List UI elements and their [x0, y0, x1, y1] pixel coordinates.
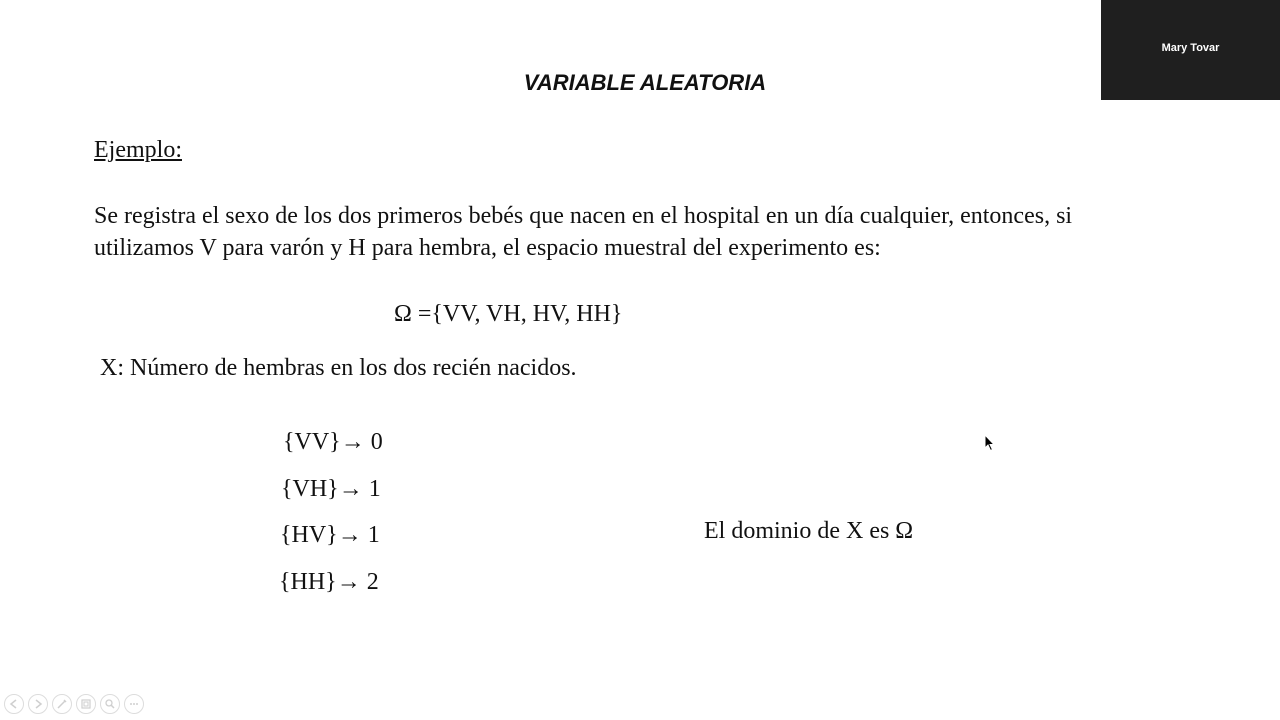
variable-definition: X: Número de hembras en los dos recién nacidos.: [100, 355, 577, 381]
mapping-outcome: {HH}: [279, 569, 337, 595]
mapping-value: 1: [368, 476, 381, 502]
participant-video-tile[interactable]: [1101, 0, 1280, 100]
see-all-slides-button[interactable]: [76, 694, 96, 714]
mapping-outcome: {VH}: [281, 476, 339, 502]
arrow-icon: →: [338, 476, 363, 502]
arrow-icon: →: [340, 429, 365, 455]
participant-name: Mary Tovar: [1161, 42, 1220, 54]
mapping-row: [283, 429, 383, 456]
mapping-value: 1: [367, 522, 380, 548]
zoom-icon: [104, 698, 116, 710]
arrow-icon: →: [336, 569, 361, 595]
mapping-outcome: {HV}: [280, 522, 338, 548]
more-options-button[interactable]: [124, 694, 144, 714]
slide-title: VARIABLE ALEATORIA: [523, 70, 767, 95]
arrow-icon: →: [337, 522, 362, 548]
next-slide-button[interactable]: [28, 694, 48, 714]
mapping-row: [280, 522, 380, 549]
example-label: Ejemplo:: [94, 137, 182, 163]
paragraph-line-1: Se registra el sexo de los dos primeros bebés que nacen en el hospital en un día cualquier, entonces, si: [94, 203, 1073, 229]
next-icon: [32, 698, 44, 710]
mapping-row: [279, 569, 379, 596]
mapping-value: 2: [366, 569, 379, 595]
zoom-button[interactable]: [100, 694, 120, 714]
slideshow-toolbar: [4, 694, 144, 714]
slides-icon: [80, 698, 92, 710]
mouse-cursor-icon: [984, 434, 996, 452]
paragraph-line-2: utilizamos V para varón y H para hembra, el espacio muestral del experimento es:: [94, 235, 881, 261]
example-paragraph: [94, 200, 1204, 264]
previous-slide-button[interactable]: [4, 694, 24, 714]
previous-icon: [8, 698, 20, 710]
mapping-outcome: {VV}: [283, 429, 341, 455]
mapping-row: [281, 476, 381, 503]
mapping-value: 0: [370, 429, 383, 455]
pen-tool-button[interactable]: [52, 694, 72, 714]
sample-space: Ω ={VV, VH, HV, HH}: [394, 301, 623, 327]
pen-icon: [56, 698, 68, 710]
domain-statement: El dominio de X es Ω: [704, 518, 914, 544]
more-icon: [128, 698, 140, 710]
